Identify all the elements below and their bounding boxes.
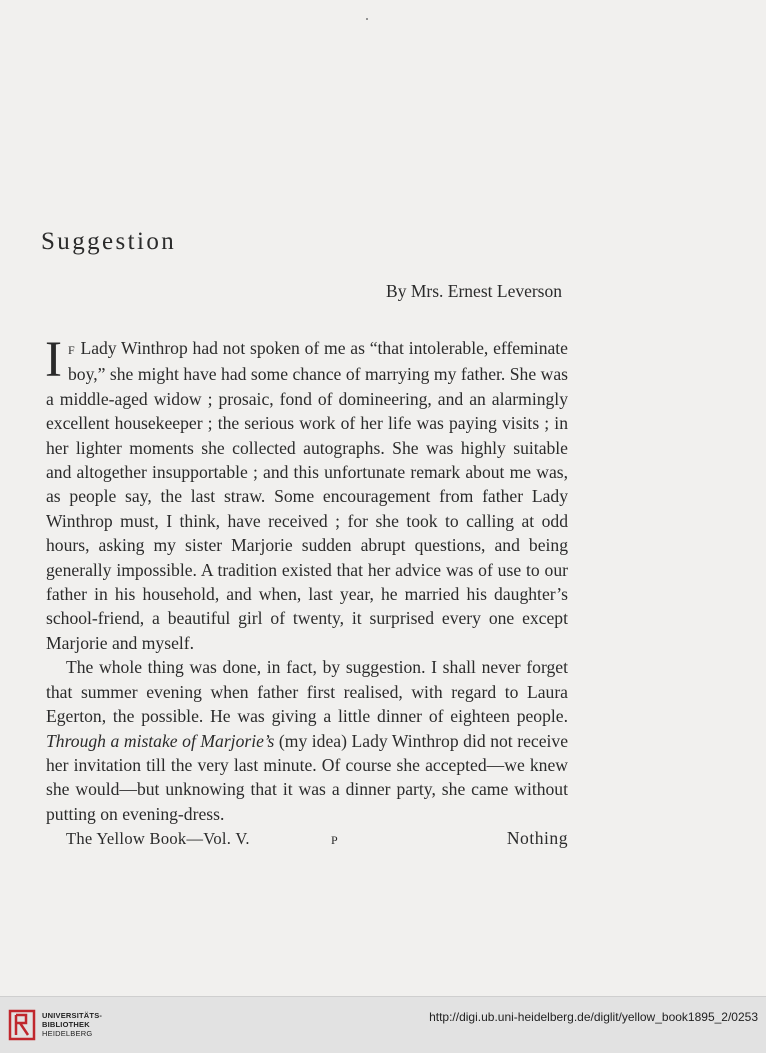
paragraph-1 — [45, 332, 568, 655]
paragraph-1-text: Lady Winthrop had not spoken of me as “that intolerable, effeminate boy,” she might have had some chance of marrying my father. She was a middle-aged widow ; prosaic, fond of domineering, and an alarmingly excellent housekeeper ; the serious work of her life was paying visits ; in her lighter moments she collected autographs. She was highly suitable and altogether insupportable ; and this unfortunate remark about me was, as people say, the last straw. Some encouragement from father Lady Winthrop must, I think, have received ; for she took to calling at odd hours, asking my sister Marjorie sudden abrupt questions, and being generally impossible. A tradition existed that her advice was of use to our father in his household, and when, last year, he married his daughter’s school-friend, a beautiful girl of twenty, it surprised every one except Marjorie and myself. — [46, 338, 568, 653]
library-footer-bar — [0, 996, 766, 1053]
paragraph-2-end: (my idea) Lady Winthrop did not receive her invitation till the very last minute. Of course she accepted—we knew she would—but unknowing that it was a dinner party, she came without putting on evening-dress. — [46, 730, 569, 824]
permalink-url[interactable]: http://digi.ub.uni-heidelberg.de/diglit/yellow_book1895_2/0253 — [429, 1010, 758, 1024]
article-byline: By Mrs. Ernest Leverson — [386, 281, 562, 301]
catchword: Nothing — [506, 828, 568, 849]
page-speck — [366, 18, 368, 20]
paragraph-2 — [46, 655, 568, 826]
article-body — [45, 332, 569, 853]
logo-line-3: HEIDELBERG — [42, 1029, 93, 1038]
article-title: Suggestion — [41, 228, 177, 255]
running-footer-title: The Yellow Book—Vol. V. — [66, 829, 250, 849]
signature-mark: P — [331, 833, 338, 848]
library-logo-icon[interactable] — [8, 1009, 36, 1041]
paragraph-2-italic: Through a mistake of Marjorie’s — [46, 730, 275, 751]
logo-line-1: UNIVERSITÄTS- — [42, 1011, 103, 1020]
drop-cap-smallcaps: F — [67, 343, 76, 357]
page-footer — [46, 826, 568, 852]
logo-line-2: BIBLIOTHEK — [42, 1020, 90, 1029]
library-logo-text[interactable] — [42, 1011, 102, 1038]
drop-cap: I — [45, 332, 62, 388]
paragraph-2-start: The whole thing was done, in fact, by suggestion. I shall never forget that summer evening when father first realised, with regard to Laura Egerton, the possible. He was giving a little dinner of eighteen people. — [46, 657, 568, 727]
